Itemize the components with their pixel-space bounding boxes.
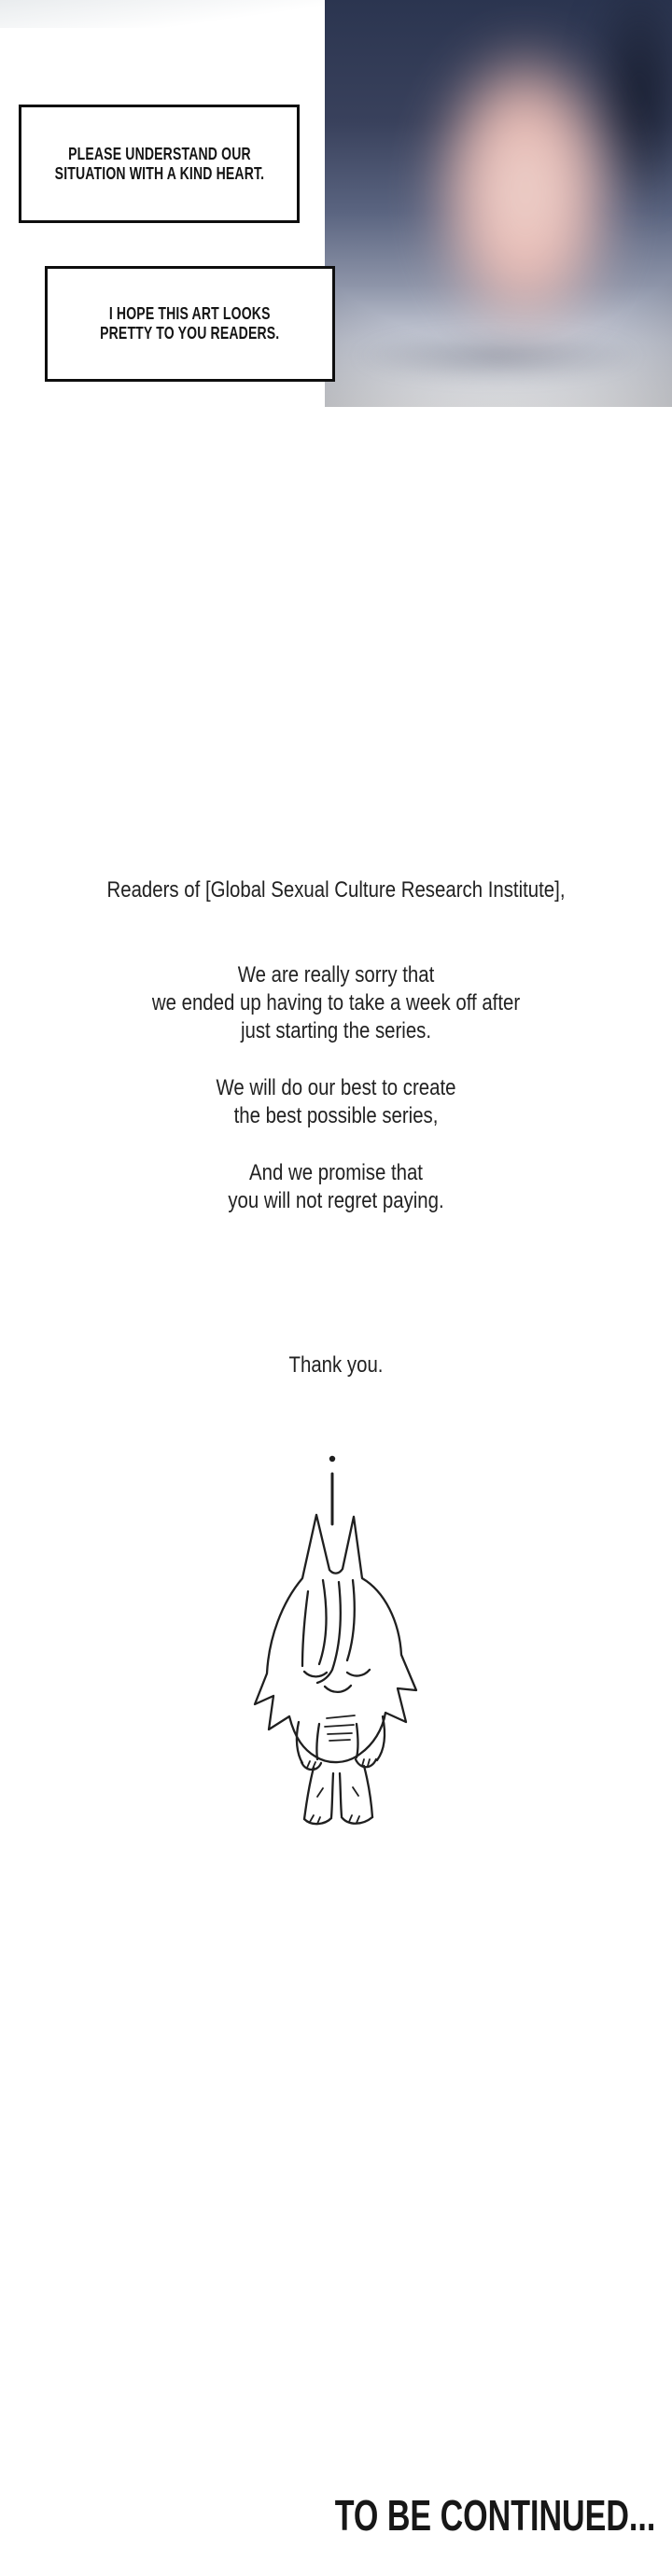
notice-line: the best possible series, — [233, 1103, 439, 1128]
speech-line: PLEASE UNDERSTAND OUR — [67, 144, 251, 163]
notice-line: you will not regret paying. — [228, 1188, 444, 1213]
art-panel — [325, 0, 672, 407]
speech-box-2 — [45, 266, 335, 382]
notice-paragraph — [50, 1074, 622, 1130]
page-top-fade — [0, 0, 329, 28]
exclamation-dot — [329, 1456, 335, 1462]
notice-line: We are really sorry that — [237, 962, 435, 987]
notice-line: we ended up having to take a week off after — [151, 990, 521, 1015]
speech-box-1 — [19, 105, 300, 223]
notice-thanks: Thank you. — [288, 1352, 384, 1378]
notice-line: And we promise that — [249, 1160, 423, 1185]
to-be-continued-label: TO BE CONTINUED... — [334, 2491, 655, 2540]
notice-salutation: Readers of [Global Sexual Culture Research Institute], — [106, 877, 566, 903]
apology-notice — [50, 875, 622, 1379]
speech-box-1-text — [54, 145, 264, 184]
bowing-character-sketch — [243, 1442, 429, 1834]
speech-box-2-text — [100, 304, 279, 343]
notice-line: just starting the series. — [240, 1018, 432, 1043]
notice-paragraph — [50, 1159, 622, 1215]
paw-right — [356, 1759, 376, 1767]
paw-left — [301, 1762, 321, 1770]
speech-line: PRETTY TO YOU READERS. — [100, 324, 280, 343]
speech-line: I HOPE THIS ART LOOKS — [109, 304, 271, 323]
speech-line: SITUATION WITH A KIND HEART. — [54, 163, 264, 183]
art-panel-vignette — [325, 0, 672, 407]
hair-outline — [255, 1515, 416, 1762]
notice-paragraph — [50, 961, 622, 1045]
notice-line: We will do our best to create — [216, 1075, 456, 1100]
